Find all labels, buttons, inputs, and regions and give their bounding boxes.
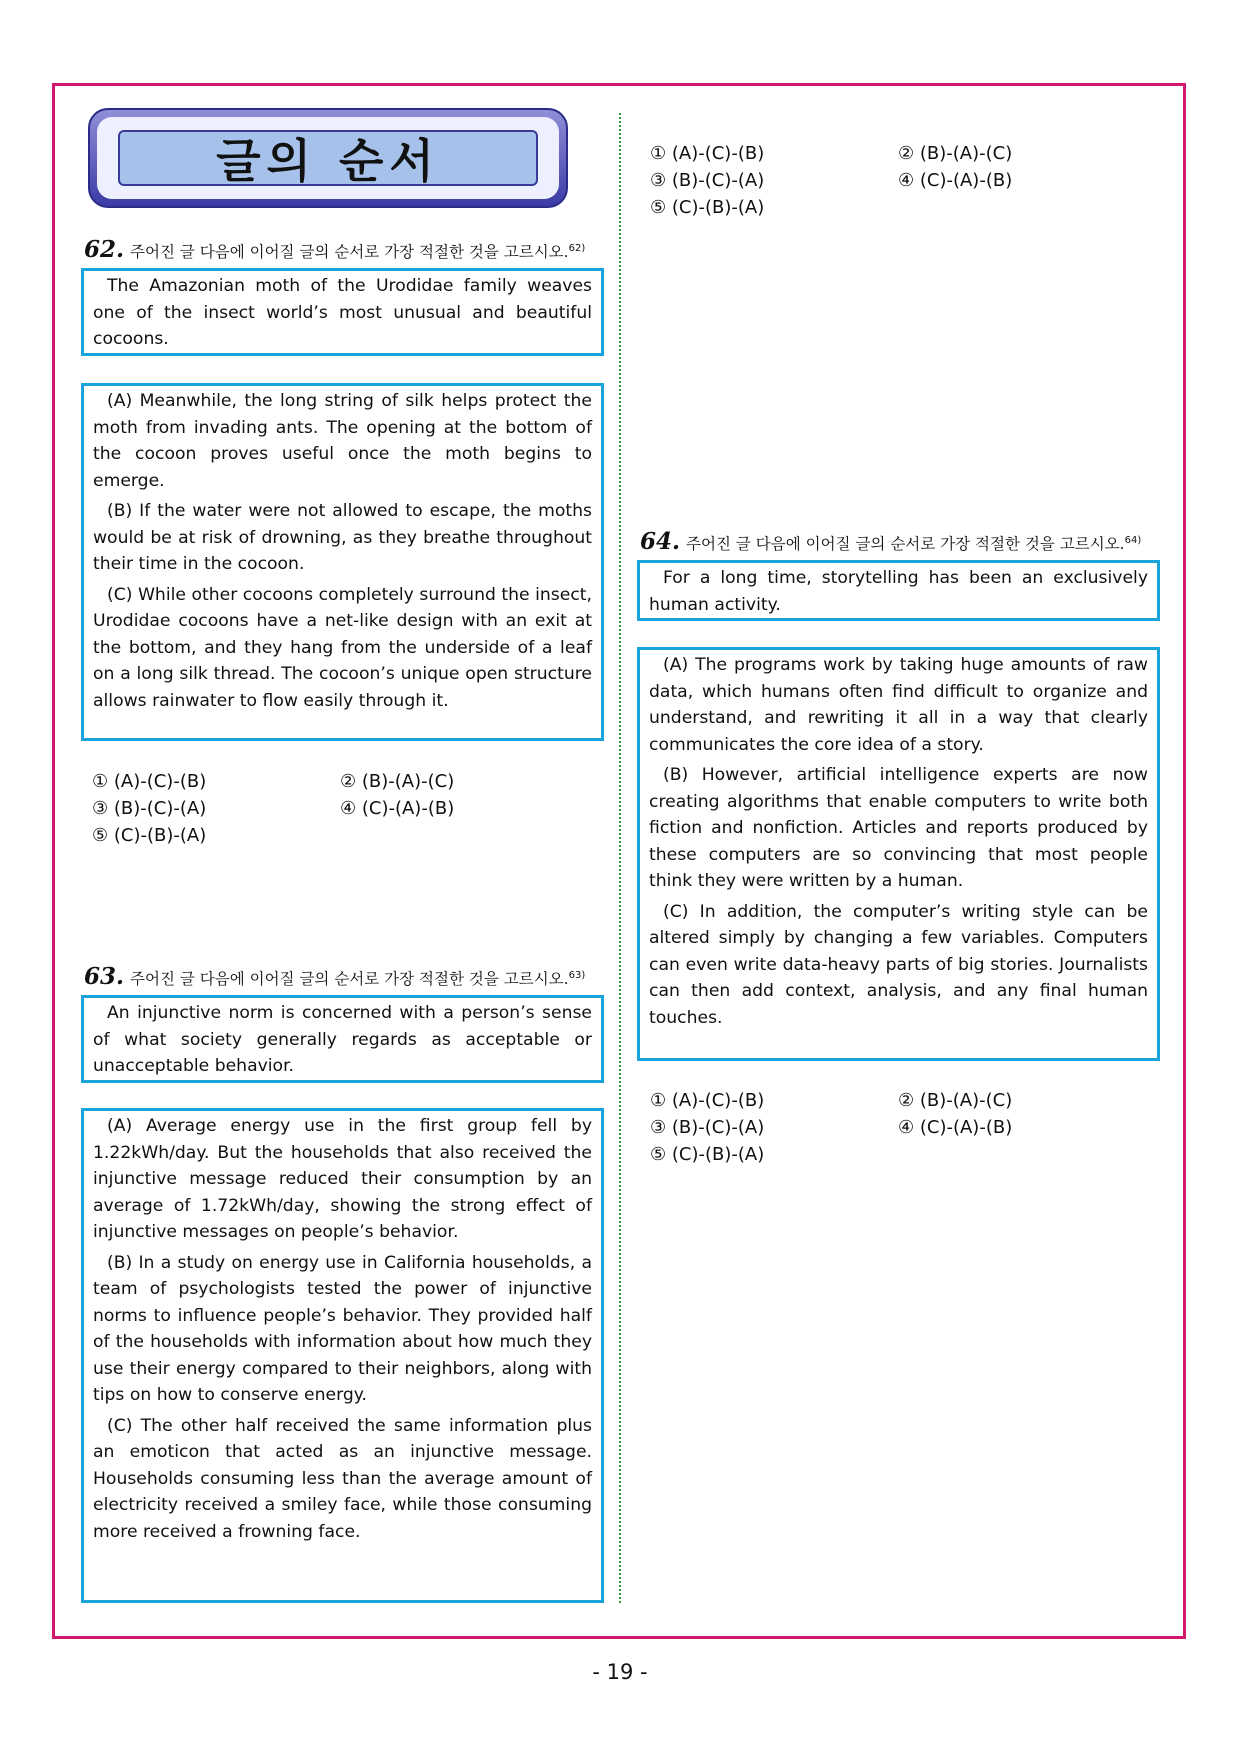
- choice-2: ② (B)-(A)-(C): [898, 1090, 1013, 1111]
- paragraph-b: (B) In a study on energy use in California households, a team of psychologists tested the power of injunctive norms to influence people’s behavior. They provided half of the households with information about how much they use their energy compared to their neighbors, along with tips on how to conserve energy.: [93, 1252, 592, 1405]
- question-62-paragraphs-box: [81, 383, 604, 741]
- question-instruction: 주어진 글 다음에 이어질 글의 순서로 가장 적절한 것을 고르시오.: [686, 535, 1125, 553]
- paragraph-b: (B) However, artificial intelligence experts are now creating algorithms that enable computers to write both fiction and nonfiction. Articles and reports produced by these computers are so convincing that most people think they were written by a human.: [649, 765, 1148, 891]
- question-62-header: [84, 236, 585, 263]
- paragraph-c: (C) While other cocoons completely surround the insect, Urodidae cocoons have a net-like design with an exit at the bottom, and they hang from the underside of a leaf on a long silk thread. The cocoon’s unique open structure allows rainwater to flow easily through it.: [93, 584, 592, 711]
- intro-text: For a long time, storytelling has been an exclusively human activity.: [649, 568, 1148, 615]
- choice-2: ② (B)-(A)-(C): [898, 143, 1013, 164]
- question-ref: 63): [568, 969, 586, 981]
- question-63-paragraphs-box: [81, 1108, 604, 1603]
- question-number: 62.: [84, 236, 125, 263]
- paragraph-c: (C) The other half received the same information plus an emoticon that acted as an injunctive message. Households consuming less than the average amount of electricity received a smiley face, while those consuming more received a frowning face.: [93, 1415, 592, 1542]
- question-instruction: 주어진 글 다음에 이어질 글의 순서로 가장 적절한 것을 고르시오.: [130, 970, 569, 988]
- paragraph-b: (B) If the water were not allowed to escape, the moths would be at risk of drowning, as they breathe throughout their time in the cocoon.: [93, 501, 592, 574]
- section-title-banner: [88, 108, 568, 208]
- choice-5: ⑤ (C)-(B)-(A): [650, 197, 765, 218]
- choice-1: ① (A)-(C)-(B): [92, 771, 207, 792]
- choices-prev: [650, 140, 1146, 221]
- choice-5: ⑤ (C)-(B)-(A): [650, 1144, 765, 1165]
- paragraph-a: (A) The programs work by taking huge amounts of raw data, which humans often find difficult to organize and understand, and rewriting it all in a way that clearly communicates the core idea of a story.: [649, 655, 1148, 755]
- page-number: - 19 -: [592, 1660, 648, 1684]
- question-63-header: [84, 963, 585, 990]
- banner-inner: [118, 130, 538, 186]
- question-number: 63.: [84, 963, 125, 990]
- question-64-intro-box: [637, 560, 1160, 621]
- question-number: 64.: [640, 528, 681, 555]
- question-63-intro-box: [81, 995, 604, 1083]
- intro-text: An injunctive norm is concerned with a person’s sense of what society generally regards as acceptable or unacceptable behavior.: [93, 1003, 592, 1076]
- question-64-choices: [650, 1087, 1146, 1168]
- paragraph-c: (C) In addition, the computer’s writing style can be altered simply by changing a few variables. Computers can even write data-heavy parts of big stories. Journalists can then add context, analysis, and any final human touches.: [649, 901, 1148, 1028]
- question-62-choices: [92, 768, 588, 849]
- choice-4: ④ (C)-(A)-(B): [898, 170, 1013, 191]
- question-instruction: 주어진 글 다음에 이어질 글의 순서로 가장 적절한 것을 고르시오.: [130, 243, 569, 261]
- column-divider: [619, 113, 621, 1603]
- choice-1: ① (A)-(C)-(B): [650, 1090, 765, 1111]
- choice-3: ③ (B)-(C)-(A): [650, 1117, 765, 1138]
- choice-4: ④ (C)-(A)-(B): [340, 798, 455, 819]
- paragraph-a: (A) Average energy use in the first group fell by 1.22kWh/day. But the households that also received the injunctive message reduced their consumption by an average of 1.72kWh/day, showing the strong effect of injunctive messages on people’s behavior.: [93, 1116, 592, 1242]
- intro-text: The Amazonian moth of the Urodidae family weaves one of the insect world’s most unusual and beautiful cocoons.: [93, 276, 592, 349]
- choice-4: ④ (C)-(A)-(B): [898, 1117, 1013, 1138]
- choice-3: ③ (B)-(C)-(A): [92, 798, 207, 819]
- question-64-header: [640, 528, 1141, 555]
- choice-1: ① (A)-(C)-(B): [650, 143, 765, 164]
- question-ref: 62): [568, 242, 586, 254]
- section-title: 글의 순서: [216, 134, 440, 188]
- question-64-paragraphs-box: [637, 647, 1160, 1061]
- question-ref: 64): [1124, 534, 1142, 546]
- choice-5: ⑤ (C)-(B)-(A): [92, 825, 207, 846]
- choice-3: ③ (B)-(C)-(A): [650, 170, 765, 191]
- choice-2: ② (B)-(A)-(C): [340, 771, 455, 792]
- question-62-intro-box: [81, 268, 604, 356]
- paragraph-a: (A) Meanwhile, the long string of silk helps protect the moth from invading ants. The opening at the bottom of the cocoon proves useful once the moth begins to emerge.: [93, 391, 592, 491]
